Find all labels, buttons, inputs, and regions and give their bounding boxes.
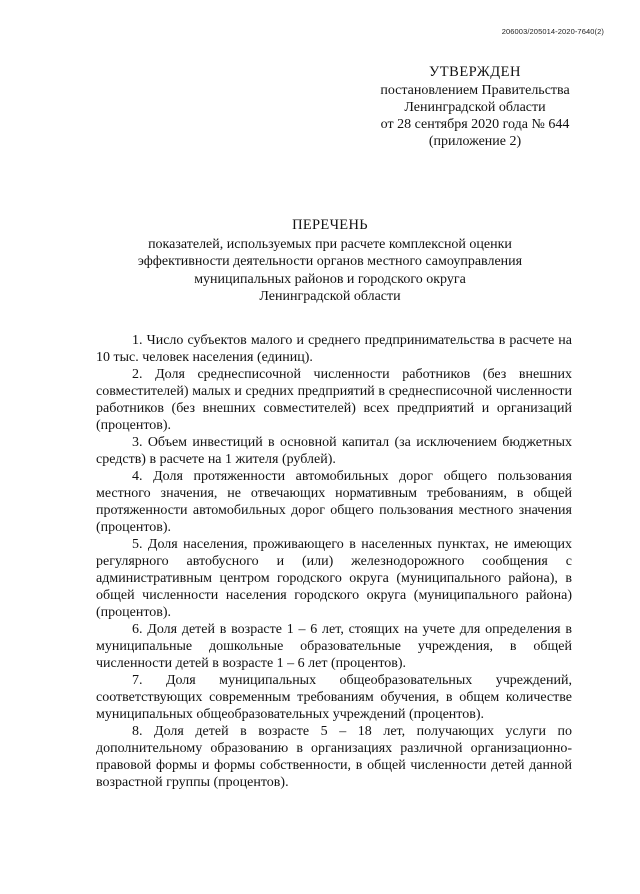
list-item: 3. Объем инвестиций в основной капитал (за исключением бюджетных средств) в расчете на 1 жителя (рублей). [96, 435, 572, 467]
title-heading: ПЕРЕЧЕНЬ [292, 217, 368, 233]
list-item: 2. Доля среднесписочной численности работников (без внешних совместителей) малых и средних предприятий в среднесписочной численности работников (без внешних совместителей) всех предприятий и организаций (процентов). [96, 367, 572, 433]
list-item: 4. Доля протяженности автомобильных дорог общего пользования местного значения, не отвечающих нормативным требованиям, в общей протяженности автомобильных дорог общего пользования местного значения (процентов). [96, 469, 572, 535]
title-line: муниципальных районов и городского округа [194, 271, 466, 287]
list-item: 1. Число субъектов малого и среднего предпринимательства в расчете на 10 тыс. человек населения (единиц). [96, 333, 572, 365]
title-line: эффективности деятельности органов местного самоуправления [137, 254, 523, 269]
approval-line: постановлением Правительства [380, 83, 570, 98]
title-line: показателей, используемых при расчете комплексной оценки [148, 236, 512, 252]
list-item: 7. Доля муниципальных общеобразовательных учреждений, соответствующих современным требованиям обучения, в общем количестве муниципальных общеобразовательных учреждений (процентов). [96, 673, 572, 722]
approval-heading: УТВЕРЖДЕН [429, 64, 521, 80]
approval-line: (приложение 2) [428, 134, 522, 149]
document-code: 206003/205014-2020-7640(2) [501, 27, 604, 36]
indicator-list [96, 332, 572, 791]
list-item: 5. Доля населения, проживающего в населенных пунктах, не имеющих регулярного автобусного и (или) железнодорожного сообщения с административным центром городского округа (муниципального района), в общей численности населения городского округа (муниципального района) (процентов). [96, 537, 572, 620]
title-line: Ленинградской области [259, 289, 401, 304]
approval-stamp [355, 64, 595, 150]
document-title [90, 217, 570, 306]
approval-line: Ленинградской области [404, 100, 546, 115]
list-item: 8. Доля детей в возрасте 5 – 18 лет, получающих услуги по дополнительному образованию в организациях различной организационно-правовой формы и формы собственности, в общей численности детей данной возрастной группы (процентов). [96, 724, 572, 790]
list-item: 6. Доля детей в возрасте 1 – 6 лет, стоящих на учете для определения в муниципальные дошкольные образовательные учреждения, в общей численности детей в возрасте 1 – 6 лет (процентов). [96, 622, 572, 671]
approval-line: от 28 сентября 2020 года № 644 [380, 117, 570, 132]
